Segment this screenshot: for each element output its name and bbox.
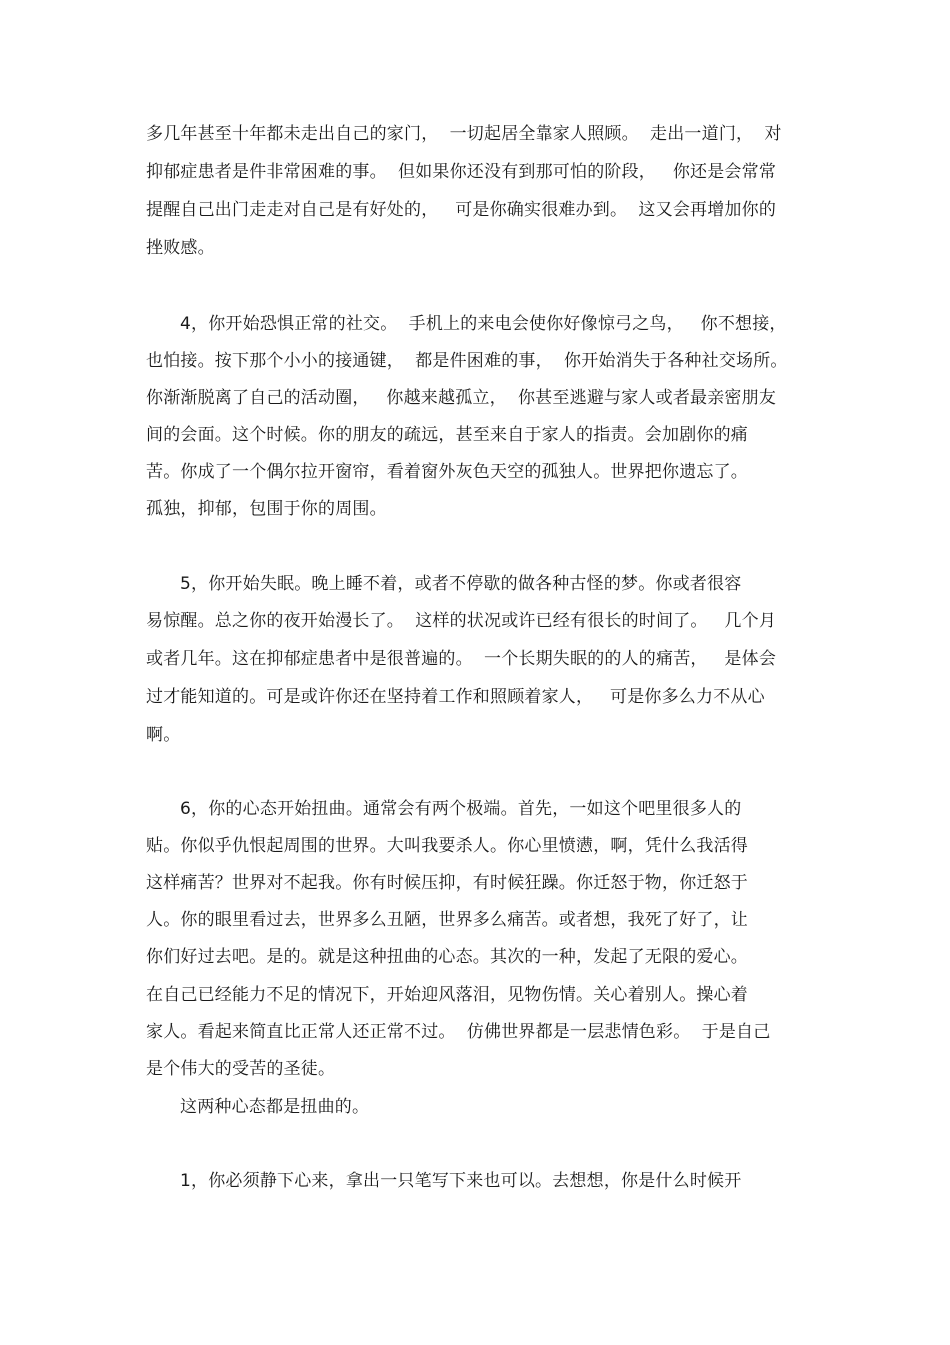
text-line: 孤独，抑郁，包围于你的周围。 (146, 499, 387, 519)
text-line: 在自己已经能力不足的情况下，开始迎风落泪，见物伤情。关心着别人。操心着 (146, 985, 748, 1005)
text-line: 提醒自己出门走走对自己是有好处的， 可是你确实很难办到。 这又会再增加你的 (146, 200, 777, 220)
text-line: 易惊醒。总之你的夜开始漫长了。 这样的状况或许已经有很长的时间了。 几个月 (146, 611, 777, 631)
text-line: 家人。看起来简直比正常人还正常不过。 仿佛世界都是一层悲情色彩。 于是自己 (146, 1022, 771, 1042)
text-line: 贴。你似乎仇恨起周围的世界。大叫我要杀人。你心里愤懑，啊，凭什么我活得 (146, 836, 748, 856)
text-line: 你们好过去吧。是的。就是这种扭曲的心态。其次的一种，发起了无限的爱心。 (146, 947, 748, 967)
text-line: 人。你的眼里看过去，世界多么丑陋，世界多么痛苦。或者想，我死了好了，让 (146, 910, 748, 930)
paragraph-6-first-line: 6，你的心态开始扭曲。通常会有两个极端。首先，一如这个吧里很多人的 (180, 799, 742, 819)
text-line: 挫败感。 (146, 238, 215, 258)
text-line: 或者几年。这在抑郁症患者中是很普遍的。 一个长期失眠的的人的痛苦， 是体会 (146, 649, 777, 669)
text-line: 过才能知道的。可是或许你还在坚持着工作和照顾着家人， 可是你多么力不从心 (146, 687, 765, 707)
paragraph-5-first-line: 5，你开始失眠。晚上睡不着，或者不停歇的做各种古怪的梦。你或者很容 (180, 574, 742, 594)
text-line: 间的会面。这个时候。你的朋友的疏远，甚至来自于家人的指责。会加剧你的痛 (146, 425, 748, 445)
text-line: 这样痛苦？世界对不起我。你有时候压抑，有时候狂躁。你迁怒于物，你迁怒于 (146, 873, 748, 893)
summary-line: 这两种心态都是扭曲的。 (180, 1097, 370, 1117)
text-line: 多几年甚至十年都未走出自己的家门， 一切起居全靠家人照顾。 走出一道门， 对 (146, 124, 782, 144)
text-line: 你渐渐脱离了自己的活动圈， 你越来越孤立， 你甚至逃避与家人或者最亲密朋友 (146, 388, 777, 408)
text-line: 啊。 (146, 725, 181, 745)
paragraph-4-first-line: 4，你开始恐惧正常的社交。 手机上的来电会使你好像惊弓之鸟， 你不想接， (180, 314, 787, 334)
text-line: 也怕接。按下那个小小的接通键， 都是件困难的事， 你开始消失于各种社交场所。 (146, 351, 788, 371)
text-line: 苦。你成了一个偶尔拉开窗帘，看着窗外灰色天空的孤独人。世界把你遗忘了。 (146, 462, 748, 482)
text-line: 是个伟大的受苦的圣徒。 (146, 1059, 336, 1079)
paragraph-1-first-line: 1，你必须静下心来，拿出一只笔写下来也可以。去想想，你是什么时候开 (180, 1171, 742, 1191)
text-line: 抑郁症患者是件非常困难的事。 但如果你还没有到那可怕的阶段， 你还是会常常 (146, 162, 777, 182)
